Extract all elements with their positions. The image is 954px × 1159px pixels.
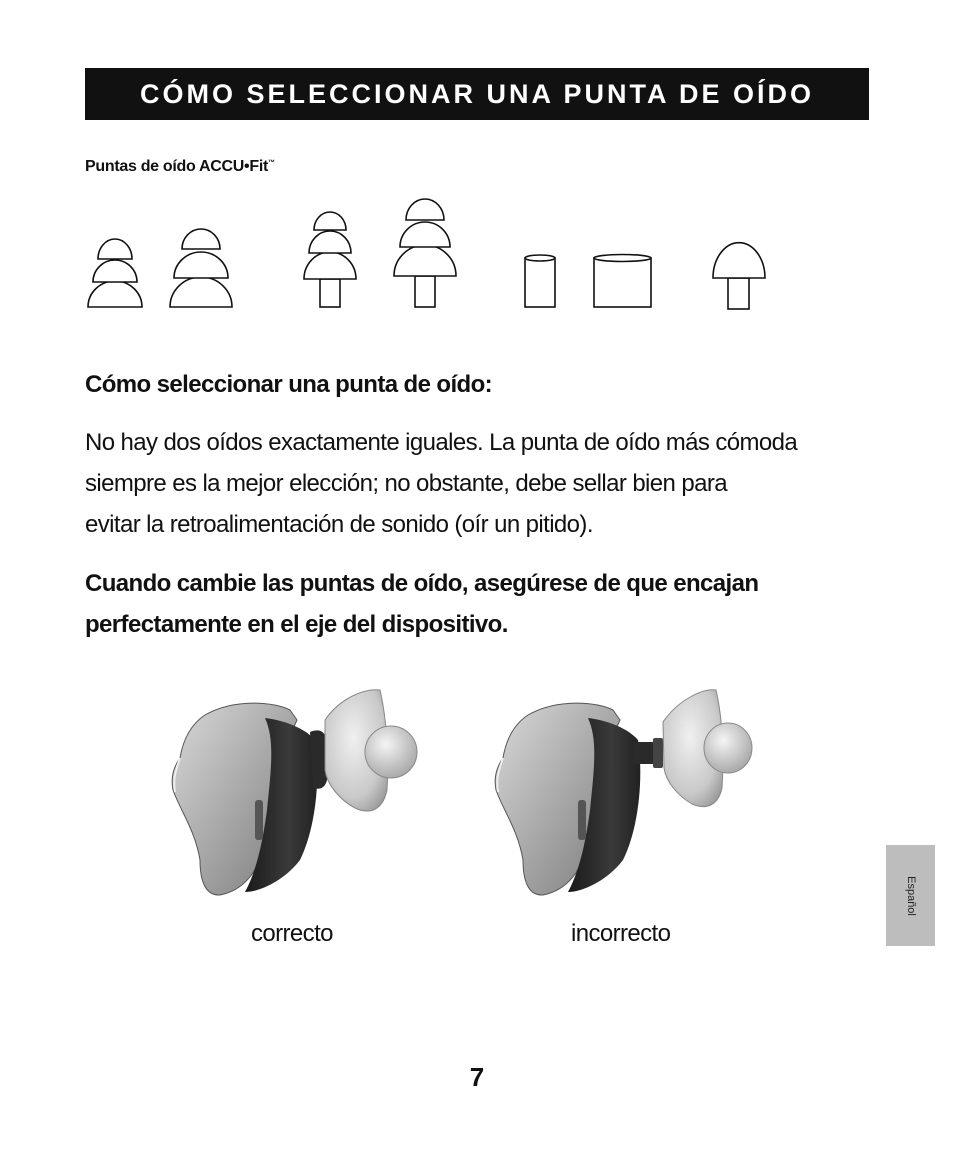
incorrect-caption: incorrecto bbox=[571, 920, 671, 947]
language-tab-label: Español bbox=[904, 875, 917, 916]
hearing-aid-incorrect-image bbox=[488, 680, 768, 900]
foam-tip-narrow-icon bbox=[525, 255, 555, 307]
language-side-tab bbox=[886, 845, 935, 946]
body-line: siempre es la mejor elección; no obstante, debe sellar bien para bbox=[85, 470, 727, 497]
foam-tip-wide-icon bbox=[594, 255, 651, 308]
triple-flange-tip-stem-small-icon bbox=[304, 212, 356, 307]
section-title: CÓMO SELECCIONAR UNA PUNTA DE OÍDO bbox=[139, 78, 814, 109]
body-paragraph bbox=[85, 422, 845, 545]
hearing-aid-correct-image bbox=[165, 680, 425, 900]
ear-tips-illustration bbox=[80, 192, 780, 317]
section-heading: Cómo seleccionar una punta de oído: bbox=[85, 371, 493, 398]
correct-caption: correcto bbox=[251, 920, 333, 947]
mushroom-tip-icon bbox=[713, 243, 765, 309]
body-line: No hay dos oídos exactamente iguales. La punta de oído más cómoda bbox=[85, 429, 798, 456]
notice-paragraph bbox=[85, 563, 845, 645]
triple-flange-tip-stem-large-icon bbox=[394, 199, 456, 307]
section-header-bar bbox=[85, 68, 869, 120]
triple-flange-tip-small-icon bbox=[88, 239, 142, 307]
notice-line: perfectamente en el eje del dispositivo. bbox=[85, 611, 508, 638]
page-number: 7 bbox=[469, 1062, 485, 1092]
ear-tips-label bbox=[85, 158, 275, 176]
trademark-symbol: ™ bbox=[268, 159, 275, 167]
body-line: evitar la retroalimentación de sonido (oír un pitido). bbox=[85, 511, 593, 538]
notice-line: Cuando cambie las puntas de oído, asegúrese de que encajan bbox=[85, 570, 759, 597]
triple-flange-tip-large-icon bbox=[170, 229, 232, 307]
ear-tips-label-text: Puntas de oído ACCU•Fit bbox=[85, 158, 268, 175]
